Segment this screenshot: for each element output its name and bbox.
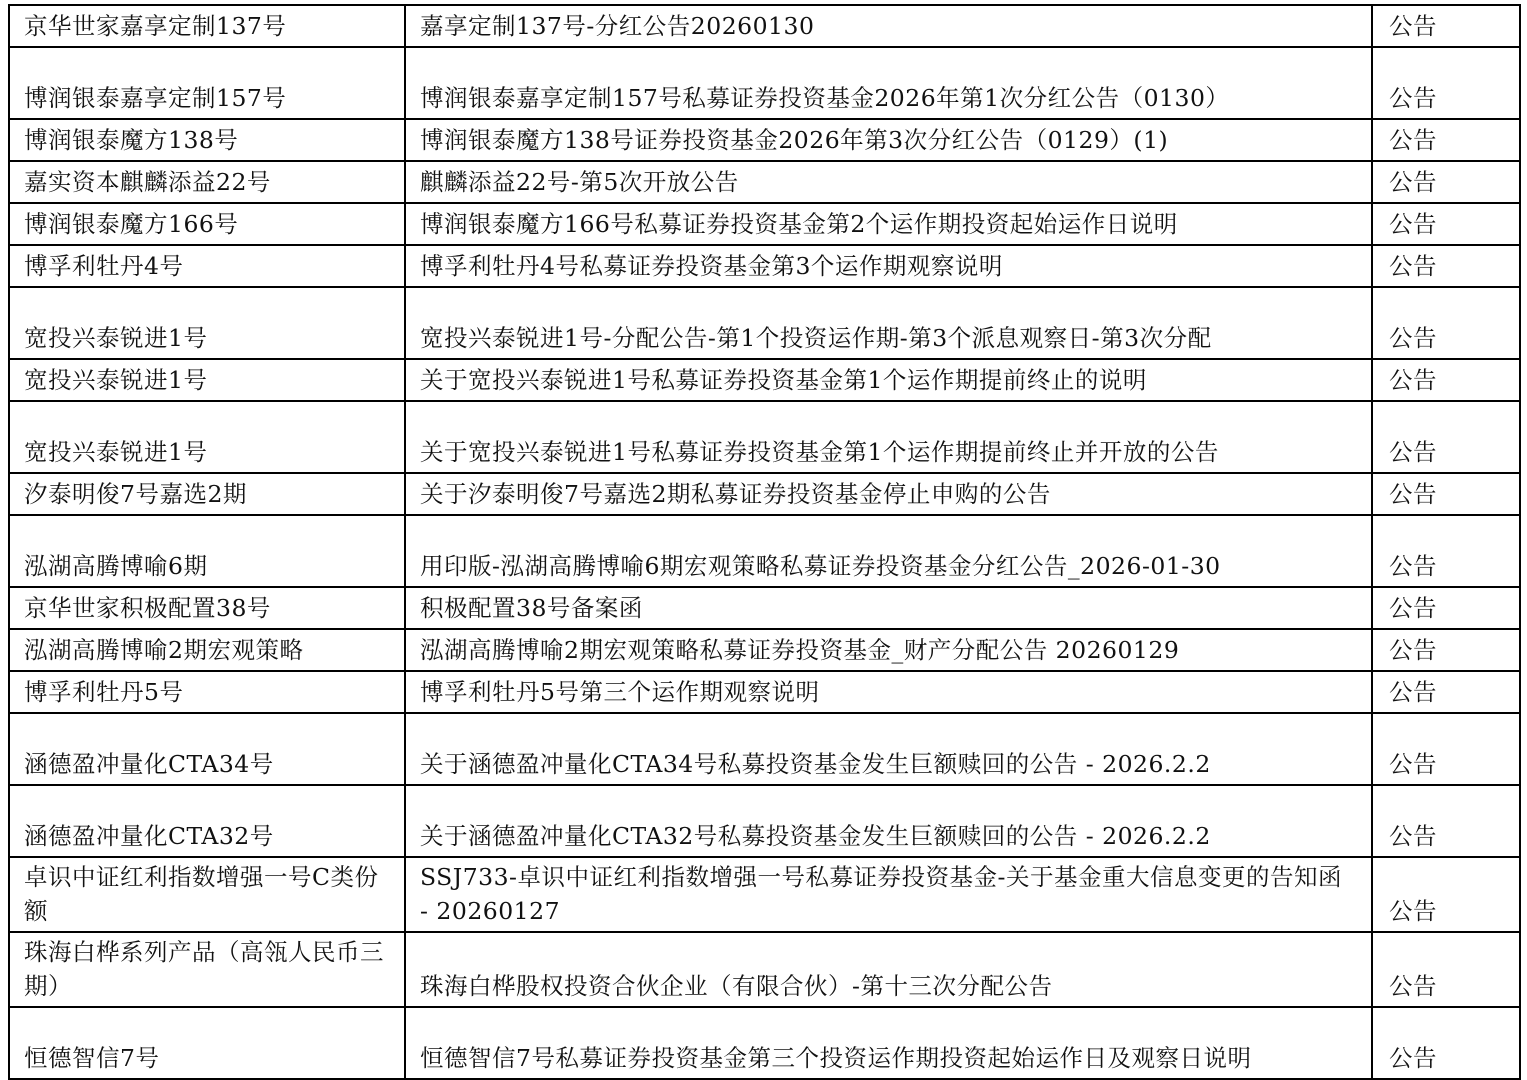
announcement-title-cell: 博润银泰魔方138号证券投资基金2026年第3次分红公告（0129）(1) xyxy=(405,119,1372,161)
table-row xyxy=(9,203,1520,245)
product-name-cell: 卓识中证红利指数增强一号C类份额 xyxy=(9,857,405,932)
product-name-cell: 嘉实资本麒麟添益22号 xyxy=(9,161,405,203)
category-cell: 公告 xyxy=(1372,119,1520,161)
table-row xyxy=(9,47,1520,119)
product-name-cell: 恒德智信7号 xyxy=(9,1007,405,1079)
category-cell: 公告 xyxy=(1372,203,1520,245)
category-cell: 公告 xyxy=(1372,713,1520,785)
category-cell: 公告 xyxy=(1372,5,1520,47)
category-cell: 公告 xyxy=(1372,515,1520,587)
announcement-title-cell: 宽投兴泰锐进1号-分配公告-第1个投资运作期-第3个派息观察日-第3次分配 xyxy=(405,287,1372,359)
product-name-cell: 宽投兴泰锐进1号 xyxy=(9,359,405,401)
product-name-cell: 涵德盈冲量化CTA34号 xyxy=(9,713,405,785)
announcement-title-cell: 关于宽投兴泰锐进1号私募证券投资基金第1个运作期提前终止并开放的公告 xyxy=(405,401,1372,473)
category-cell: 公告 xyxy=(1372,1007,1520,1079)
announcement-title-cell: 关于涵德盈冲量化CTA32号私募投资基金发生巨额赎回的公告 - 2026.2.2 xyxy=(405,785,1372,857)
table-row xyxy=(9,713,1520,785)
announcement-title-cell: 关于汐泰明俊7号嘉选2期私募证券投资基金停止申购的公告 xyxy=(405,473,1372,515)
category-cell: 公告 xyxy=(1372,857,1520,932)
product-name-cell: 博润银泰嘉享定制157号 xyxy=(9,47,405,119)
product-name-cell: 涵德盈冲量化CTA32号 xyxy=(9,785,405,857)
table-row xyxy=(9,473,1520,515)
category-cell: 公告 xyxy=(1372,785,1520,857)
table-row xyxy=(9,5,1520,47)
announcement-title-cell: 博孚利牡丹4号私募证券投资基金第3个运作期观察说明 xyxy=(405,245,1372,287)
product-name-cell: 珠海白桦系列产品（高瓴人民币三期） xyxy=(9,932,405,1007)
category-cell: 公告 xyxy=(1372,359,1520,401)
announcement-title-cell: 博润银泰魔方166号私募证券投资基金第2个运作期投资起始运作日说明 xyxy=(405,203,1372,245)
announcement-title-cell: 麒麟添益22号-第5次开放公告 xyxy=(405,161,1372,203)
announcement-title-cell: 珠海白桦股权投资合伙企业（有限合伙）-第十三次分配公告 xyxy=(405,932,1372,1007)
category-cell: 公告 xyxy=(1372,161,1520,203)
product-name-cell: 宽投兴泰锐进1号 xyxy=(9,401,405,473)
product-name-cell: 博孚利牡丹5号 xyxy=(9,671,405,713)
table-row xyxy=(9,857,1520,932)
table-row xyxy=(9,287,1520,359)
product-name-cell: 京华世家嘉享定制137号 xyxy=(9,5,405,47)
announcement-title-cell: 嘉享定制137号-分红公告20260130 xyxy=(405,5,1372,47)
category-cell: 公告 xyxy=(1372,245,1520,287)
product-name-cell: 博润银泰魔方166号 xyxy=(9,203,405,245)
table-row xyxy=(9,785,1520,857)
table-row xyxy=(9,161,1520,203)
announcement-title-cell: 关于宽投兴泰锐进1号私募证券投资基金第1个运作期提前终止的说明 xyxy=(405,359,1372,401)
product-name-cell: 泓湖高腾博喻2期宏观策略 xyxy=(9,629,405,671)
table-row xyxy=(9,932,1520,1007)
announcement-title-cell: 博孚利牡丹5号第三个运作期观察说明 xyxy=(405,671,1372,713)
announcement-title-cell: 博润银泰嘉享定制157号私募证券投资基金2026年第1次分红公告（0130） xyxy=(405,47,1372,119)
category-cell: 公告 xyxy=(1372,287,1520,359)
category-cell: 公告 xyxy=(1372,401,1520,473)
table-row xyxy=(9,401,1520,473)
table-row xyxy=(9,245,1520,287)
table-row xyxy=(9,359,1520,401)
product-name-cell: 宽投兴泰锐进1号 xyxy=(9,287,405,359)
announcement-title-cell: 泓湖高腾博喻2期宏观策略私募证券投资基金_财产分配公告 20260129 xyxy=(405,629,1372,671)
table-row xyxy=(9,671,1520,713)
announcement-title-cell: 积极配置38号备案函 xyxy=(405,587,1372,629)
announcement-title-cell: 用印版-泓湖高腾博喻6期宏观策略私募证券投资基金分红公告_2026-01-30 xyxy=(405,515,1372,587)
table-row xyxy=(9,629,1520,671)
announcement-table-body xyxy=(9,4,1520,1079)
product-name-cell: 博润银泰魔方138号 xyxy=(9,119,405,161)
product-name-cell: 汐泰明俊7号嘉选2期 xyxy=(9,473,405,515)
table-row xyxy=(9,587,1520,629)
product-name-cell: 泓湖高腾博喻6期 xyxy=(9,515,405,587)
announcement-title-cell: 关于涵德盈冲量化CTA34号私募投资基金发生巨额赎回的公告 - 2026.2.2 xyxy=(405,713,1372,785)
category-cell: 公告 xyxy=(1372,671,1520,713)
category-cell: 公告 xyxy=(1372,932,1520,1007)
announcement-title-cell: SSJ733-卓识中证红利指数增强一号私募证券投资基金-关于基金重大信息变更的告知函 - 20260127 xyxy=(405,857,1372,932)
table-row xyxy=(9,515,1520,587)
table-row xyxy=(9,119,1520,161)
category-cell: 公告 xyxy=(1372,629,1520,671)
category-cell: 公告 xyxy=(1372,587,1520,629)
announcement-table xyxy=(8,4,1521,1080)
category-cell: 公告 xyxy=(1372,47,1520,119)
table-row xyxy=(9,1007,1520,1079)
product-name-cell: 京华世家积极配置38号 xyxy=(9,587,405,629)
category-cell: 公告 xyxy=(1372,473,1520,515)
product-name-cell: 博孚利牡丹4号 xyxy=(9,245,405,287)
announcement-title-cell: 恒德智信7号私募证券投资基金第三个投资运作期投资起始运作日及观察日说明 xyxy=(405,1007,1372,1079)
